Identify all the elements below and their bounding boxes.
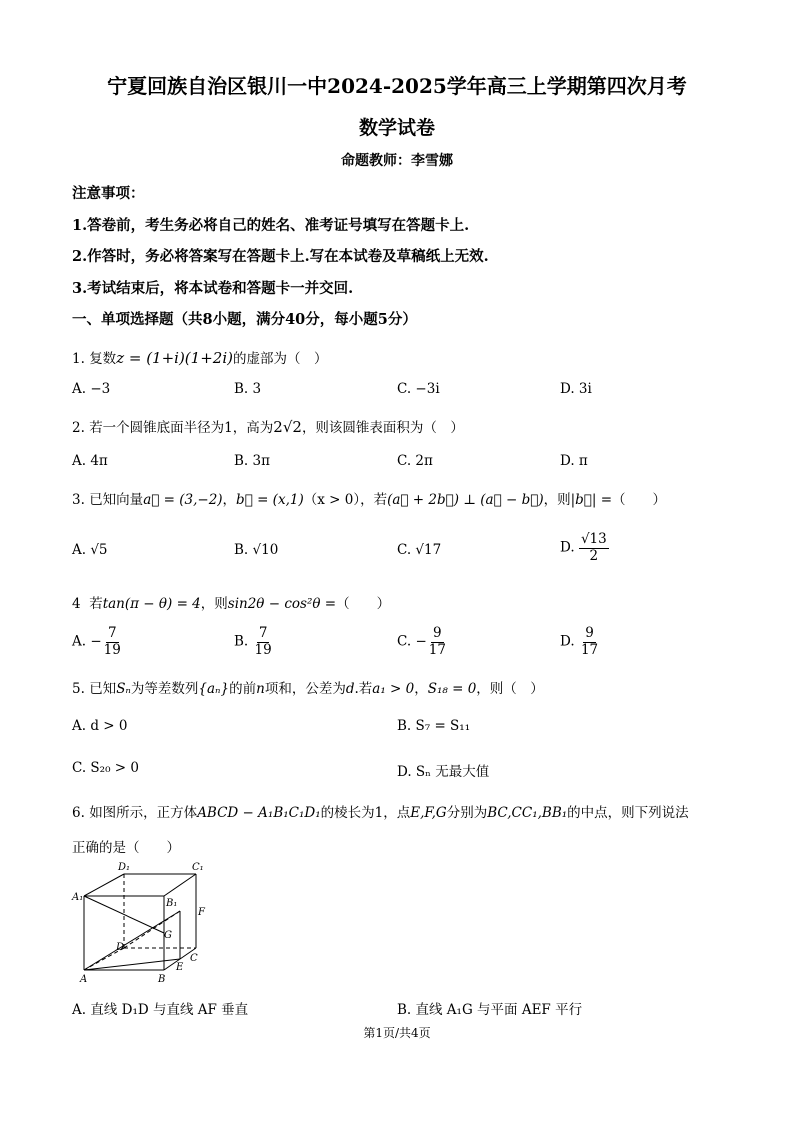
question-6-line2: 正确的是（ ） [72, 840, 180, 856]
q3-option-a[interactable]: A. √5 [72, 542, 108, 558]
q1-option-b[interactable]: B. 3 [234, 381, 262, 397]
page-footer: 第1页/共4页 [363, 1026, 431, 1040]
q4-option-d[interactable]: D. $\frac{9}{17}$ [560, 625, 599, 658]
label-b1: B₁ [166, 898, 178, 909]
notice-item-2: 2.作答时，务必将答案写在答题卡上.写在本试卷及草稿纸上无效. [72, 248, 489, 265]
label-g: G [164, 930, 172, 941]
q4-option-a[interactable]: A. − $\frac{7}{19}$ [72, 625, 121, 658]
q6-option-b[interactable]: B. 直线 A₁G 与平面 AEF 平行 [397, 1002, 583, 1018]
exam-author: 命题教师：李雪娜 [341, 153, 453, 169]
q5-option-c[interactable]: C. S₂₀ > 0 [72, 760, 139, 776]
exam-title: 宁夏回族自治区银川一中2024-2025学年高三上学期第四次月考 [107, 74, 687, 98]
q5-option-b[interactable]: B. S₇ = S₁₁ [397, 718, 471, 734]
q5-option-a[interactable]: A. d > 0 [72, 718, 128, 734]
label-b: B [158, 974, 166, 985]
q2-option-d[interactable]: D. π [560, 453, 588, 469]
q4-option-c[interactable]: C. − $\frac{9}{17}$ [397, 625, 446, 658]
question-4: 4 若tan(π − θ) = 4，则sin2θ − cos²θ =（ ） [72, 596, 391, 612]
label-a1: A₁ [72, 892, 84, 903]
q6-option-a[interactable]: A. 直线 D₁D 与直线 AF 垂直 [72, 1002, 249, 1018]
label-d: D [116, 942, 125, 953]
notice-heading: 注意事项： [72, 185, 145, 202]
q4-option-b[interactable]: B. $\frac{7}{19}$ [234, 625, 272, 658]
cube-figure [68, 858, 218, 988]
q3-option-d[interactable]: D. $\frac{√13}{2}$ [560, 531, 607, 564]
q3-option-b[interactable]: B. √10 [234, 542, 279, 558]
question-5: 5. 已知Sₙ为等差数列{aₙ}的前n项和，公差为d.若a₁ > 0，S₁₈ = 0，则（ ） [72, 681, 544, 697]
notice-item-1: 1.答卷前，考生务必将自己的姓名、准考证号填写在答题卡上. [72, 217, 470, 234]
label-e: E [176, 962, 184, 973]
notice-item-3: 3.考试结束后，将本试卷和答题卡一并交回. [72, 280, 354, 297]
exam-subtitle: 数学试卷 [358, 117, 435, 139]
label-f: F [198, 907, 205, 918]
q1-option-c[interactable]: C. −3i [397, 381, 440, 397]
label-c1: C₁ [192, 862, 204, 873]
q2-option-c[interactable]: C. 2π [397, 453, 433, 469]
q2-option-a[interactable]: A. 4π [72, 453, 108, 469]
label-d1: D₁ [118, 862, 131, 873]
section-heading: 一、单项选择题（共8小题，满分40分，每小题5分） [72, 311, 417, 328]
q1-option-d[interactable]: D. 3i [560, 381, 592, 397]
label-a: A [80, 974, 88, 985]
q1-option-a[interactable]: A. −3 [72, 381, 111, 397]
question-3: 3. 已知向量a⃗ = (3,−2)，b⃗ = (x,1)（x > 0），若(a⃗ + 2b⃗) ⊥ (a⃗ − b⃗)，则|b⃗| =（ ） [72, 492, 667, 508]
question-6: 6. 如图所示，正方体ABCD − A₁B₁C₁D₁的棱长为1，点E,F,G分别为BC,CC₁,BB₁的中点，则下列说法 [72, 805, 689, 821]
question-1: 1. 复数z = (1+i)(1+2i)的虚部为（ ） [72, 349, 328, 367]
q2-option-b[interactable]: B. 3π [234, 453, 270, 469]
label-c: C [190, 953, 198, 964]
question-2: 2. 若一个圆锥底面半径为1，高为2√2，则该圆锥表面积为（ ） [72, 418, 464, 436]
q3-option-c[interactable]: C. √17 [397, 542, 442, 558]
q5-option-d[interactable]: D. Sₙ 无最大值 [397, 764, 490, 780]
